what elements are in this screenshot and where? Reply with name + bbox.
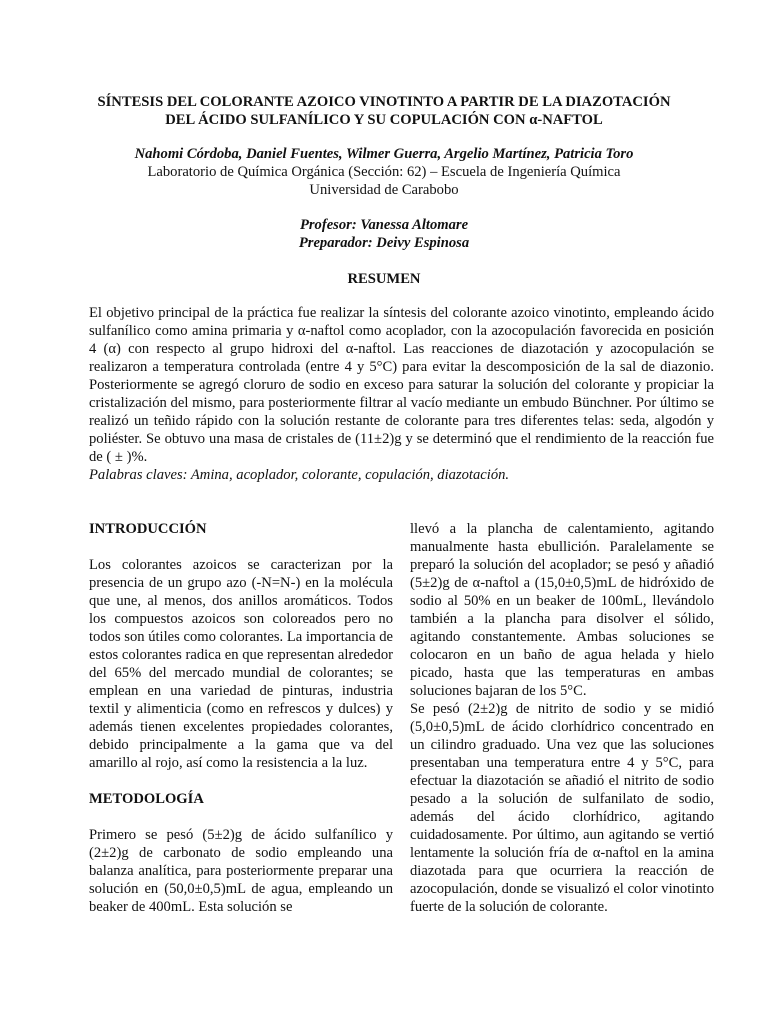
preparer-line: Preparador: Deivy Espinosa bbox=[298, 235, 470, 251]
title-line-1: SÍNTESIS DEL COLORANTE AZOICO VINOTINTO A PARTIR DE LA DIAZOTACIÓN bbox=[97, 94, 671, 110]
metodologia-continued-para-1: llevó a la plancha de calentamiento, agitando manualmente hasta ebullición. Paralelamente se preparó la solución del acoplador; se pesó y añadió (5±2)g de α-naftol a (15,0±0,5)mL de hidróxido de sodio al 50% en un beaker de 100mL, llevándolo también a la plancha para disolver el sólido, agitando constantemente. Ambas soluciones se colocaron en un baño de agua helada y hielo picado, hasta que las temperaturas en ambas soluciones bajaran de los 5°C. bbox=[410, 521, 714, 699]
author-names: Nahomi Córdoba, Daniel Fuentes, Wilmer Guerra, Argelio Martínez, Patricia Toro bbox=[134, 146, 634, 162]
professor-line: Profesor: Vanessa Altomare bbox=[299, 217, 469, 233]
resumen-heading: RESUMEN bbox=[347, 271, 421, 287]
left-column bbox=[89, 520, 393, 916]
affiliation-lab: Laboratorio de Química Orgánica (Sección: 62) – Escuela de Ingeniería Química bbox=[147, 164, 621, 180]
title-line-2: DEL ÁCIDO SULFANÍLICO Y SU COPULACIÓN CON α-NAFTOL bbox=[165, 112, 603, 128]
right-column bbox=[410, 520, 714, 916]
paper-title bbox=[80, 93, 688, 129]
introduccion-heading: INTRODUCCIÓN bbox=[89, 521, 207, 537]
metodologia-body: Primero se pesó (5±2)g de ácido sulfanílico y (2±2)g de carbonato de sodio empleando una balanza analítica, para posteriormente preparar una solución en (50,0±0,5)mL de agua, empleando un beaker de 400mL. Esta solución se bbox=[89, 827, 393, 915]
abstract-block bbox=[89, 304, 714, 484]
abstract-body: El objetivo principal de la práctica fue realizar la síntesis del colorante azoico vinotinto, empleando ácido sulfanílico como amina primaria y α-naftol como acoplador, con la azocopulación favorecida en posición 4 (α) con respecto al grupo hidroxi del α-naftol. Las reacciones de diazotación y azocopulación se realizaron a temperatura controlada (entre 4 y 5°C) para evitar la descomposición de la sal de diazonio. Posteriormente se agregó cloruro de sodio en exceso para saturar la solución del colorante y propiciar la cristalización del mismo, para posteriormente filtrar al vacío mediante un embudo Bünchner. Por último se realizó un teñido rápido con la solución restante de colorante para tres diferentes telas: seda, algodón y poliéster. Se obtuvo una masa de cristales de (11±2)g y se determinó que el rendimiento de la reacción fue de ( ± )%. bbox=[89, 305, 714, 465]
affiliation-university: Universidad de Carabobo bbox=[309, 182, 459, 198]
metodologia-continued-para-2: Se pesó (2±2)g de nitrito de sodio y se midió (5,0±0,5)mL de ácido clorhídrico concentrado en un cilindro graduado. Una vez que las soluciones presentaban una temperatura entre 4 y 5°C, para efectuar la diazotación se añadió el nitrito de sodio pesado a la solución de sulfanilato de sodio, además del ácido clorhídrico, agitando cuidadosamente. Por último, aun agitando se vertió lentamente la solución fría de α-naftol en la amina diazotada para que ocurriera la reacción de azocopulación, donde se visualizó el color vinotinto fuerte de la solución de colorante. bbox=[410, 701, 714, 915]
introduccion-body: Los colorantes azoicos se caracterizan por la presencia de un grupo azo (-N=N-) en la molécula que une, al menos, dos anillos aromáticos. Todos los compuestos azoicos son coloreados pero no todos son útiles como colorantes. La importancia de estos colorantes radica en que representan alrededor del 65% del mercado mundial de colorantes; se emplean en una variedad de pinturas, industria textil y alimenticia (como en refrescos y dulces) y además tienen excelentes propiedades colorantes, debido principalmente a la gama que va del amarillo al rojo, así como la resistencia a la luz. bbox=[89, 557, 393, 771]
staff-block bbox=[60, 216, 708, 252]
author-block bbox=[60, 145, 708, 199]
metodologia-heading: METODOLOGÍA bbox=[89, 791, 204, 807]
keywords-line: Palabras claves: Amina, acoplador, colorante, copulación, diazotación. bbox=[89, 467, 510, 483]
